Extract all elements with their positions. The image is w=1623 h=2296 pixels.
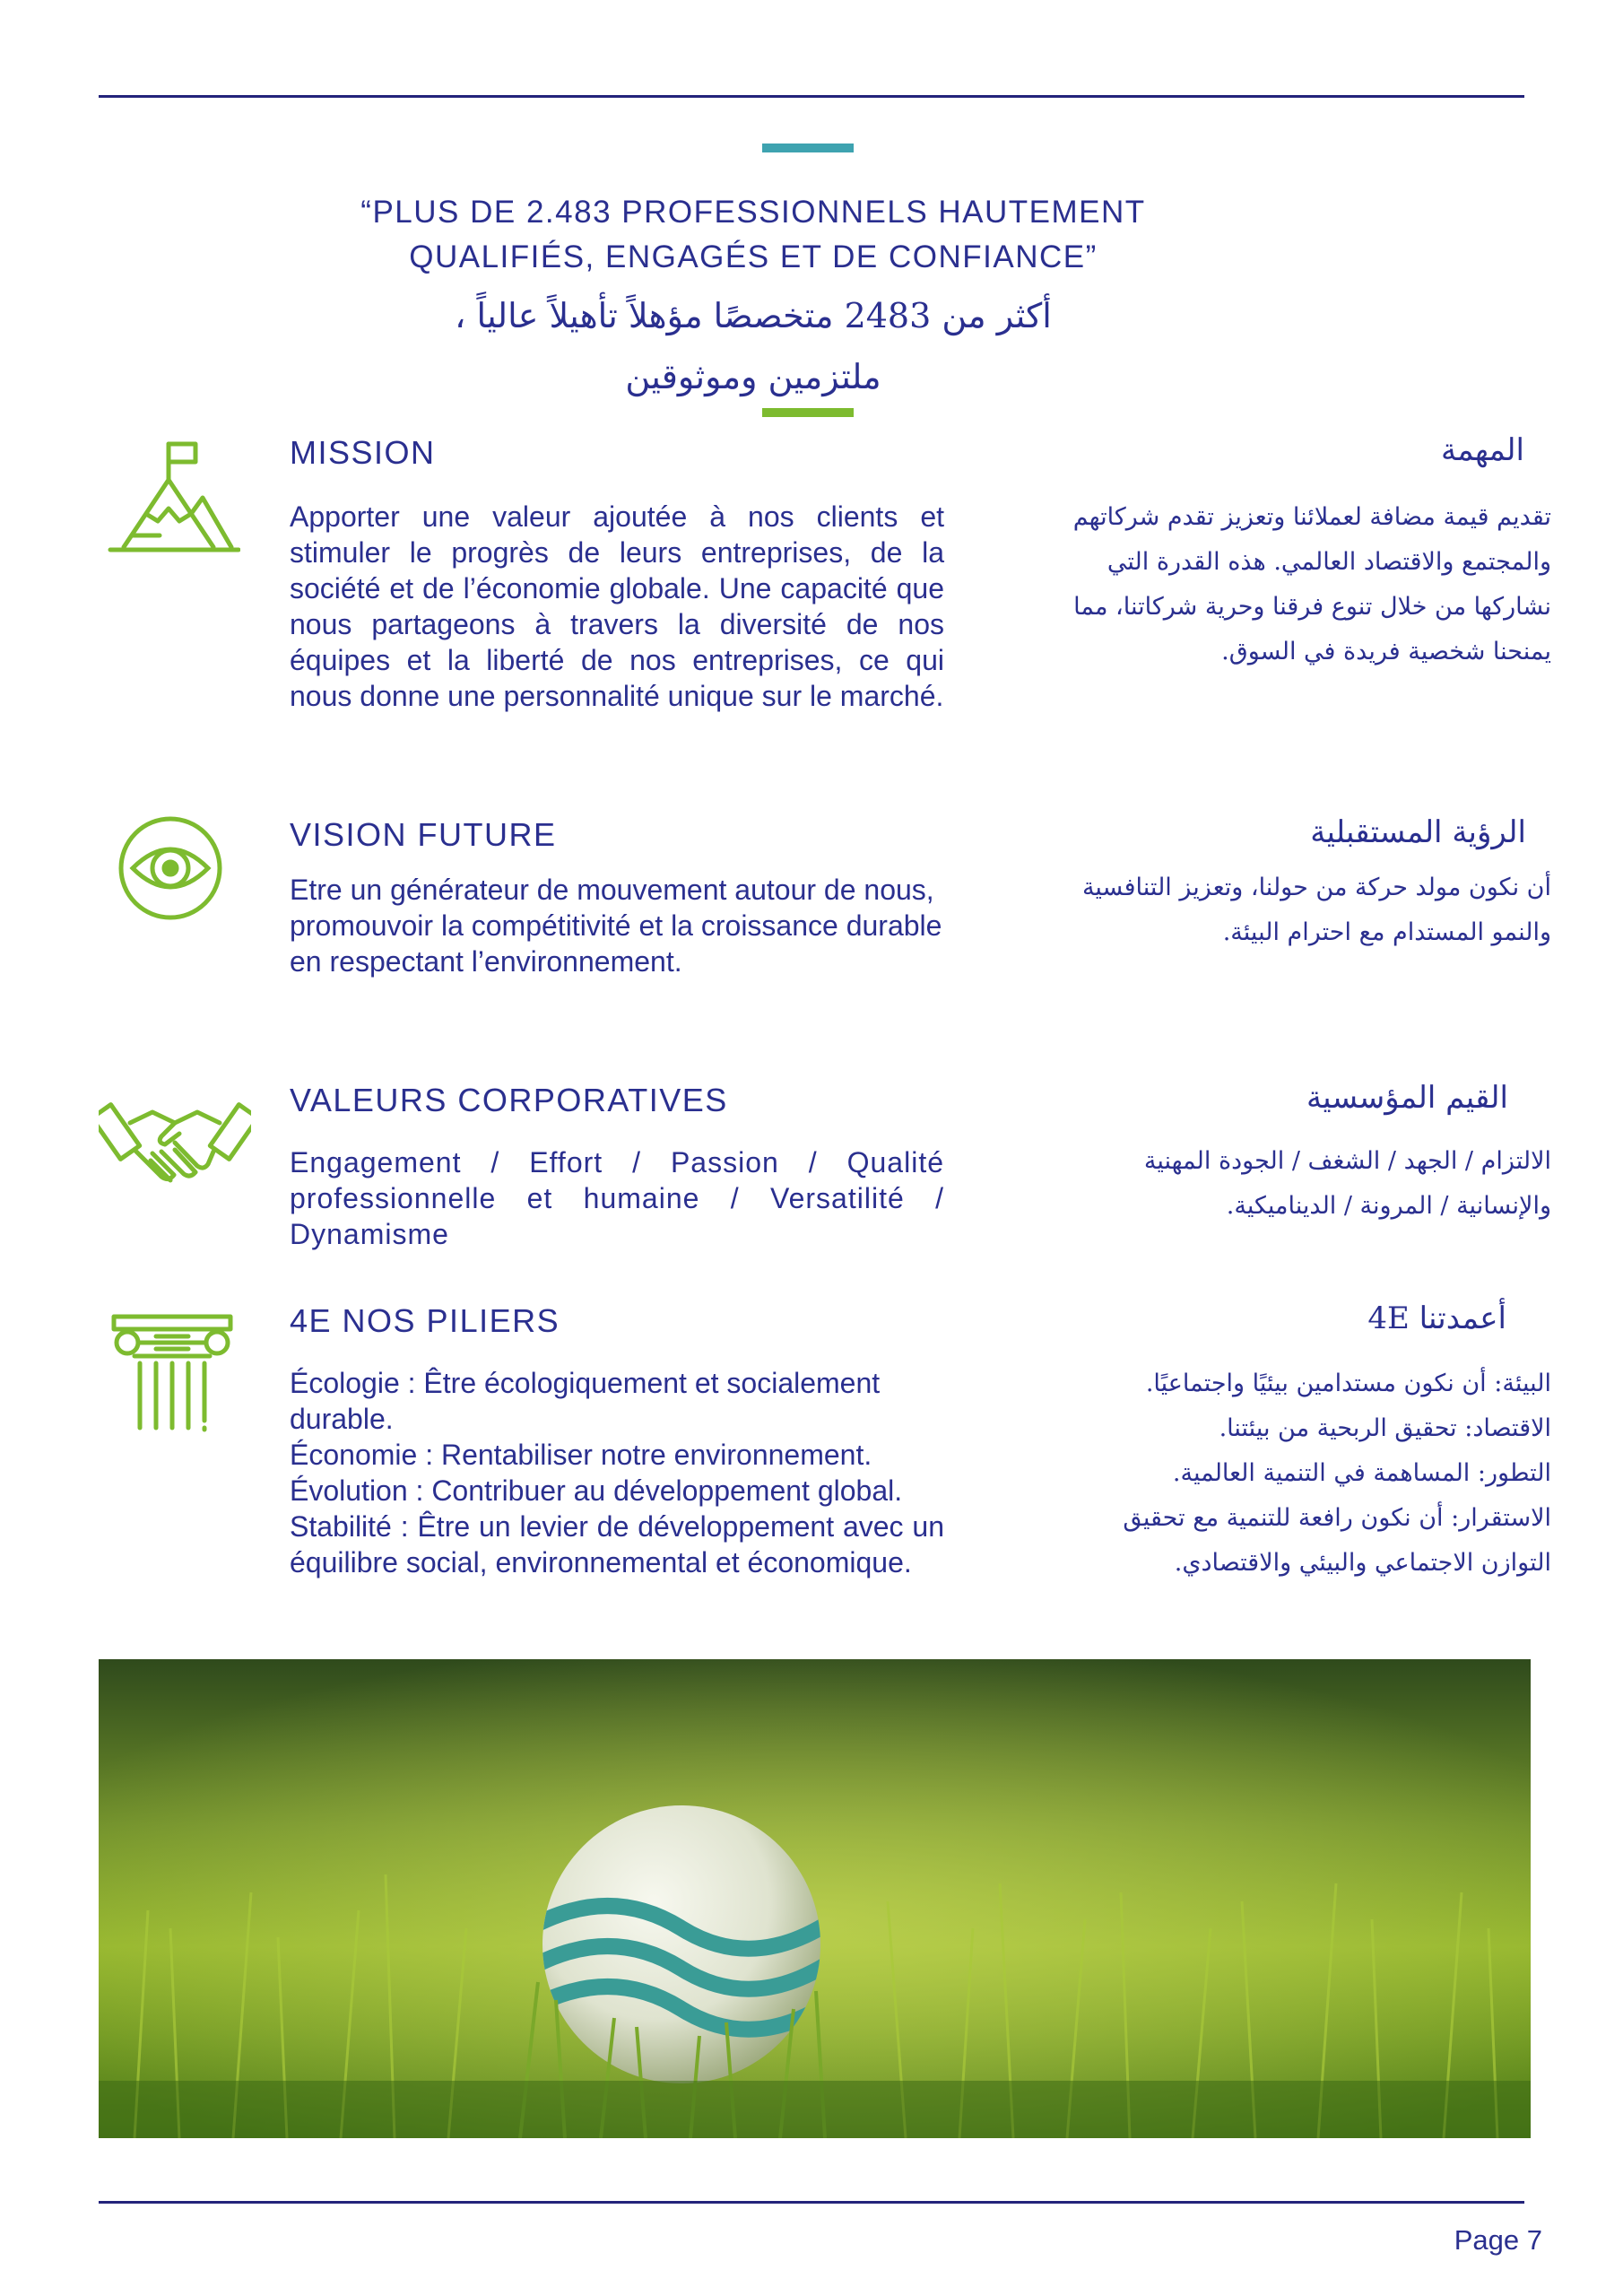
pilier-line: Économie : Rentabiliser notre environnement. (290, 1439, 872, 1471)
ar-line: والمجتمع والاقتصاد العالمي. هذه القدرة التي (1107, 548, 1551, 576)
quote-ar-line-2: ملتزمين وموثوقين (625, 357, 881, 396)
section-body-valeurs-ar (959, 1139, 1551, 1229)
section-body-valeurs: Engagement / Effort / Passion / Qualité professionnelle et humaine / Versatilité / Dynamisme (290, 1146, 944, 1250)
section-body-mission-ar (959, 495, 1551, 674)
section-title-valeurs: VALEURS CORPORATIVES (290, 1082, 728, 1118)
teal-accent-bar (762, 144, 854, 152)
section-title-mission: MISSION (290, 434, 436, 471)
section-title-valeurs-ar: القيم المؤسسية (1306, 1080, 1508, 1116)
quote-french (233, 190, 1273, 280)
eye-icon (117, 814, 224, 922)
ar-line: والإنسانية / المرونة / الديناميكية. (1226, 1192, 1551, 1220)
section-body-piliers (290, 1365, 944, 1580)
page-number: Page 7 (1454, 2224, 1542, 2256)
section-title-piliers-ar: أعمدتنا 4E (1367, 1300, 1506, 1336)
green-accent-bar (762, 408, 854, 417)
ar-line: يمنحنا شخصية فريدة في السوق. (1221, 638, 1551, 665)
quote-ar-line-1: أكثر من 2483 متخصصًا مؤهلاً تأهيلاً عالياً ، (455, 296, 1052, 335)
pillar-icon (109, 1309, 235, 1435)
top-rule (99, 95, 1524, 98)
quote-fr-line-1: “PLUS DE 2.483 PROFESSIONNELS HAUTEMENT (360, 195, 1146, 230)
pilier-line: Évolution : Contribuer au développement global. (290, 1474, 903, 1507)
ar-line: الاستقرار: أن نكون رافعة للتنمية مع تحقيق (1123, 1504, 1551, 1532)
pilier-line: Stabilité : Être un levier de développement avec un équilibre social, environnemental et économique. (290, 1510, 944, 1578)
ar-line: تقديم قيمة مضافة لعملائنا وتعزيز تقدم شركاتهم (1072, 503, 1551, 531)
ar-line: التوازن الاجتماعي والبيئي والاقتصادي. (1174, 1549, 1551, 1577)
section-title-mission-ar: المهمة (1440, 432, 1524, 468)
quote-arabic (233, 285, 1273, 407)
grass-ball-photo (99, 1659, 1531, 2138)
section-title-piliers: 4E NOS PILIERS (290, 1302, 560, 1339)
section-title-vision: VISION FUTURE (290, 816, 557, 853)
section-body-vision: Etre un générateur de mouvement autour de nous, promouvoir la compétitivité et la croissance durable en respectant l’environnement. (290, 874, 942, 978)
bottom-rule (99, 2201, 1524, 2204)
ar-line: نشاركها من خلال تنوع فرقنا وحرية شركاتنا، مما (1073, 593, 1551, 621)
pilier-line: Écologie : Être écologiquement et socialement durable. (290, 1367, 881, 1435)
mountain-flag-icon (106, 435, 240, 561)
ar-line: والنمو المستدام مع احترام البيئة. (1222, 918, 1551, 946)
quote-fr-line-2: QUALIFIÉS, ENGAGÉS ET DE CONFIANCE” (409, 239, 1098, 274)
ar-line: الالتزام / الجهد / الشغف / الجودة المهنية (1143, 1147, 1551, 1175)
section-body-mission: Apporter une valeur ajoutée à nos clients et stimuler le progrès de leurs entreprises, de la société et de l’économie globale. Une capacité que nous partageons à travers la diversité de nos équipes et la liberté de nos entreprises, ce qui nous donne une personnalité unique sur le marché. (290, 500, 944, 712)
ar-line: البيئة: أن نكون مستدامين بيئيًا واجتماعيًا. (1145, 1370, 1551, 1397)
section-title-vision-ar: الرؤية المستقبلية (1310, 814, 1526, 850)
ar-line: أن نكون مولد حركة من حولنا، وتعزيز التنافسية (1081, 874, 1551, 901)
section-body-piliers-ar (959, 1361, 1551, 1586)
handshake-icon (99, 1087, 251, 1195)
section-body-vision-ar (959, 865, 1551, 955)
ar-line: الاقتصاد: تحقيق الربحية من بيئتنا. (1219, 1414, 1551, 1442)
ar-line: التطور: المساهمة في التنمية العالمية. (1172, 1459, 1551, 1487)
